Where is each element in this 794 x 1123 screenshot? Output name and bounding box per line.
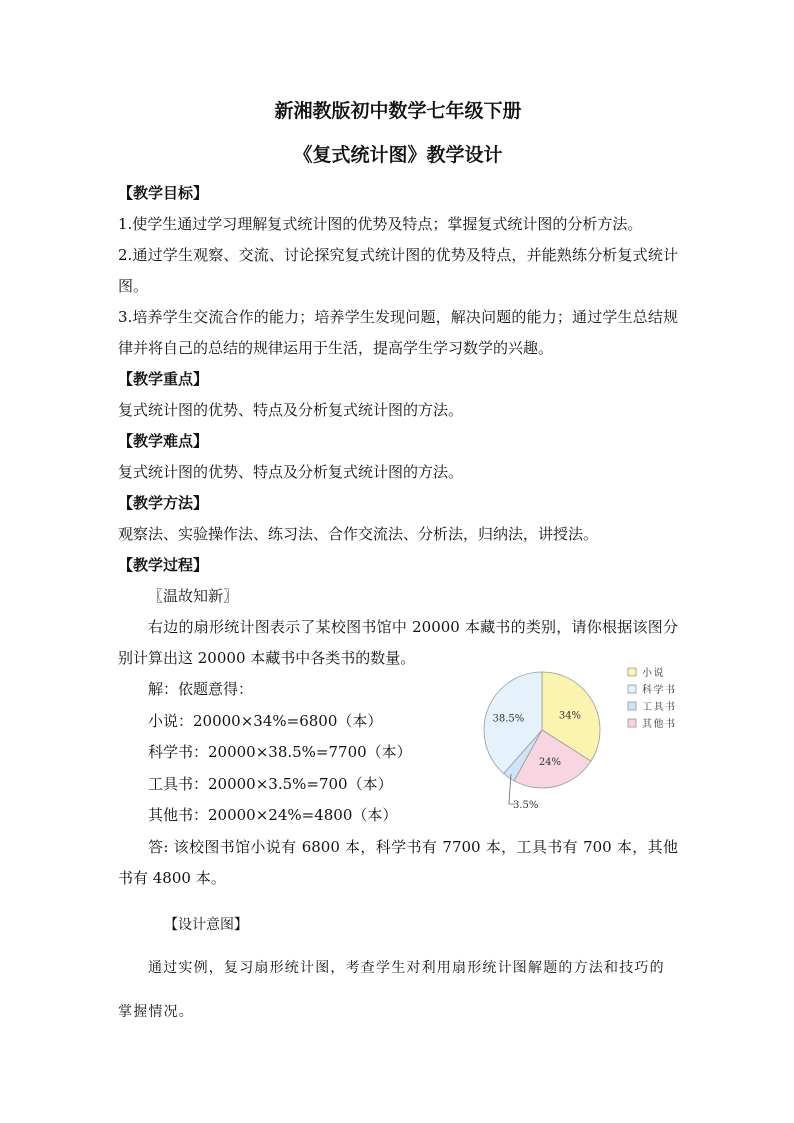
- pie-slice-label-0: 34%: [558, 710, 582, 722]
- document-page: [118, 96, 678, 1034]
- legend-swatch-2: [628, 702, 636, 710]
- section-heading-methods: 【教学方法】: [118, 494, 209, 512]
- calc-other: 其他书：20000×24%=4800（本）: [148, 806, 398, 824]
- section-heading-goals: 【教学目标】: [118, 184, 209, 202]
- problem-text: 右边的扇形统计图表示了某校图书馆中 20000 本藏书的类别，请你根据该图分别计算出这 20000 本藏书中各类书的数量。: [118, 618, 678, 667]
- document-title: 新湘教版初中数学七年级下册: [274, 100, 522, 122]
- legend-swatch-0: [628, 668, 636, 676]
- calc-tool: 工具书：20000×3.5%=700（本）: [148, 774, 393, 793]
- legend-label-2: 工具书: [642, 702, 677, 713]
- goal-item-1: 1.使学生通过学习理解复式统计图的优势及特点；掌握复式统计图的分析方法。: [118, 215, 643, 233]
- legend-swatch-1: [628, 685, 636, 693]
- pie-slice-label-3: 24%: [538, 756, 562, 768]
- calc-novel: 小说：20000×34%=6800（本）: [148, 711, 383, 730]
- pie-slice-label-1: 38.5%: [492, 713, 525, 725]
- section-heading-process: 【教学过程】: [118, 556, 209, 574]
- goal-item-2: 2.通过学生观察、交流、讨论探究复式统计图的优势及特点，并能熟练分析复式统计图。: [118, 246, 678, 295]
- pie-chart: [480, 658, 680, 808]
- legend-label-1: 科学书: [642, 685, 677, 696]
- legend-label-0: 小说: [642, 668, 665, 679]
- document-subtitle: 《复式统计图》教学设计: [293, 144, 503, 166]
- review-label: 〖温故知新〗: [148, 587, 239, 605]
- difficulties-text: 复式统计图的优势、特点及分析复式统计图的方法。: [118, 463, 464, 481]
- legend-swatch-3: [628, 719, 636, 727]
- solution-intro: 解：依题意得：: [148, 680, 254, 698]
- methods-text: 观察法、实验操作法、练习法、合作交流法、分析法，归纳法，讲授法。: [118, 525, 599, 543]
- pie-slice-label-2: 3.5%: [512, 800, 539, 808]
- answer-text: 答: 该校图书馆小说有 6800 本，科学书有 7700 本，工具书有 700 本，其他书有 4800 本。: [118, 837, 678, 887]
- design-text: 通过实例，复习扇形统计图，考查学生对利用扇形统计图解题的方法和技巧的掌握情况。: [118, 959, 665, 1020]
- calc-science: 科学书：20000×38.5%=7700（本）: [148, 743, 412, 761]
- legend-label-3: 其他书: [642, 719, 677, 730]
- key-points-text: 复式统计图的优势、特点及分析复式统计图的方法。: [118, 401, 464, 419]
- goal-item-3: 3.培养学生交流合作的能力；培养学生发现问题，解决问题的能力；通过学生总结规律并将自己的总结的规律运用于生活，提高学生学习数学的兴趣。: [118, 308, 678, 357]
- section-heading-design: 【设计意图】: [164, 916, 248, 933]
- section-heading-key-points: 【教学重点】: [118, 370, 209, 388]
- section-heading-difficulties: 【教学难点】: [118, 432, 209, 450]
